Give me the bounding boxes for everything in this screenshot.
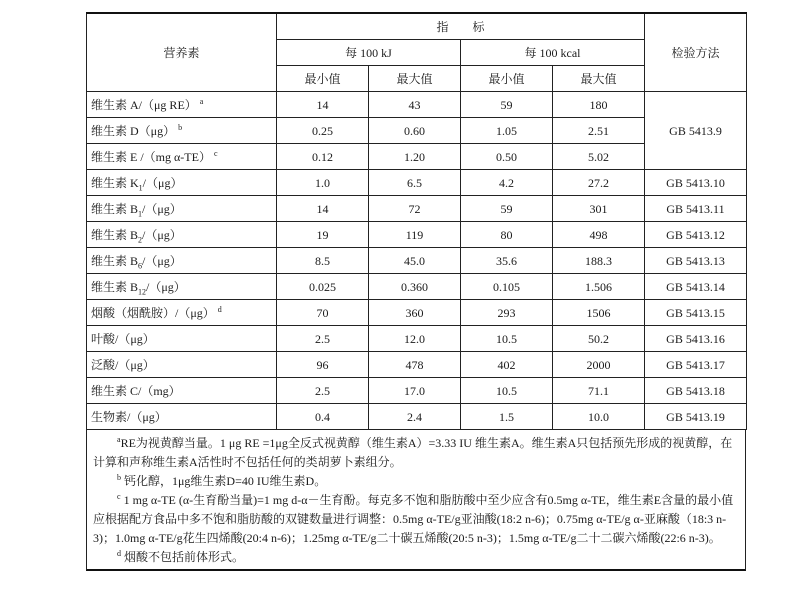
nutrient-name-cell bbox=[87, 222, 277, 248]
table-row bbox=[87, 352, 747, 378]
nutrient-name-cell bbox=[87, 404, 277, 430]
table-row bbox=[87, 248, 747, 274]
nutrient-unit: /（μg） bbox=[142, 175, 183, 190]
value-kj-max: 17.0 bbox=[369, 378, 461, 404]
value-kj-min: 70 bbox=[277, 300, 369, 326]
nutrient-name-cell bbox=[87, 274, 277, 300]
test-method: GB 5413.9 bbox=[645, 92, 747, 170]
value-kcal-min: 35.6 bbox=[461, 248, 553, 274]
nutrient-subscript: 12 bbox=[138, 286, 147, 296]
table-row bbox=[87, 326, 747, 352]
nutrient-name-cell bbox=[87, 300, 277, 326]
value-kcal-max: 1.506 bbox=[553, 274, 645, 300]
test-method: GB 5413.12 bbox=[645, 222, 747, 248]
value-kj-max: 1.20 bbox=[369, 144, 461, 170]
nutrient-name: 维生素 D（μg） bbox=[91, 123, 176, 138]
nutrient-unit: /（μg） bbox=[146, 279, 186, 294]
value-kcal-max: 498 bbox=[553, 222, 645, 248]
test-method: GB 5413.11 bbox=[645, 196, 747, 222]
nutrient-unit: /（μg） bbox=[142, 227, 182, 242]
footnotes bbox=[86, 430, 746, 571]
value-kcal-max: 50.2 bbox=[553, 326, 645, 352]
nutrient-name: 维生素 E /（mg α-TE） bbox=[91, 149, 211, 164]
value-kj-max: 43 bbox=[369, 92, 461, 118]
value-kcal-min: 10.5 bbox=[461, 378, 553, 404]
nutrient-name: 维生素 B bbox=[91, 201, 139, 216]
value-kj-max: 360 bbox=[369, 300, 461, 326]
nutrient-name: 叶酸/（μg） bbox=[91, 331, 155, 346]
header-indicator: 指 标 bbox=[277, 13, 645, 40]
nutrient-subscript: 1 bbox=[138, 208, 143, 218]
test-method: GB 5413.19 bbox=[645, 404, 747, 430]
nutrient-name-cell bbox=[87, 378, 277, 404]
test-method: GB 5413.10 bbox=[645, 170, 747, 196]
test-method: GB 5413.16 bbox=[645, 326, 747, 352]
value-kj-max: 0.60 bbox=[369, 118, 461, 144]
table-body bbox=[87, 92, 747, 430]
nutrient-name: 维生素 B bbox=[91, 253, 139, 268]
nutrient-unit: /（μg） bbox=[142, 201, 182, 216]
value-kcal-max: 301 bbox=[553, 196, 645, 222]
table-row bbox=[87, 300, 747, 326]
footnote-mark: c bbox=[213, 148, 218, 158]
footnote-a-text: RE为视黄醇当量。1 μg RE =1μg全反式视黄醇（维生素A）=3.33 IU 维生素A。维生素A只包括预先形成的视黄醇，在计算和声称维生素A活性时不包括任何的类胡萝卜素组分。 bbox=[93, 436, 733, 469]
value-kcal-min: 80 bbox=[461, 222, 553, 248]
header-method: 检验方法 bbox=[645, 13, 747, 92]
footnote-mark: d bbox=[217, 304, 222, 314]
footnote-d-mark: d bbox=[117, 549, 121, 558]
table-row bbox=[87, 196, 747, 222]
value-kj-max: 119 bbox=[369, 222, 461, 248]
nutrient-name-cell bbox=[87, 248, 277, 274]
value-kcal-max: 71.1 bbox=[553, 378, 645, 404]
table-row bbox=[87, 222, 747, 248]
value-kj-min: 8.5 bbox=[277, 248, 369, 274]
nutrient-name: 烟酸（烟酰胺）/（μg） bbox=[91, 305, 215, 320]
value-kj-max: 72 bbox=[369, 196, 461, 222]
nutrient-unit: /（μg） bbox=[142, 253, 182, 268]
value-kcal-min: 0.50 bbox=[461, 144, 553, 170]
nutrient-subscript: 6 bbox=[138, 260, 143, 270]
value-kj-min: 0.25 bbox=[277, 118, 369, 144]
value-kj-min: 1.0 bbox=[277, 170, 369, 196]
nutrient-subscript: 2 bbox=[138, 234, 143, 244]
test-method: GB 5413.13 bbox=[645, 248, 747, 274]
footnote-b-mark: b bbox=[117, 473, 121, 482]
value-kcal-min: 402 bbox=[461, 352, 553, 378]
table-row bbox=[87, 170, 747, 196]
header-kj-max: 最大值 bbox=[369, 66, 461, 92]
value-kj-max: 478 bbox=[369, 352, 461, 378]
value-kcal-max: 5.02 bbox=[553, 144, 645, 170]
vitamin-table-document bbox=[86, 12, 746, 571]
footnote-mark: b bbox=[178, 122, 183, 132]
vitamin-requirements-table bbox=[86, 12, 747, 430]
nutrient-name-cell bbox=[87, 170, 277, 196]
nutrient-name: 生物素/（μg） bbox=[91, 409, 167, 424]
nutrient-name-cell bbox=[87, 196, 277, 222]
value-kcal-min: 1.05 bbox=[461, 118, 553, 144]
header-nutrient: 营养素 bbox=[87, 13, 277, 92]
nutrient-name-cell bbox=[87, 92, 277, 118]
value-kj-min: 14 bbox=[277, 196, 369, 222]
footnote-b bbox=[93, 472, 739, 491]
value-kcal-max: 188.3 bbox=[553, 248, 645, 274]
value-kcal-max: 2.51 bbox=[553, 118, 645, 144]
value-kcal-min: 4.2 bbox=[461, 170, 553, 196]
value-kj-max: 6.5 bbox=[369, 170, 461, 196]
footnote-d-text: 烟酸不包括前体形式。 bbox=[124, 550, 245, 564]
nutrient-name-cell bbox=[87, 326, 277, 352]
footnote-a bbox=[93, 434, 739, 472]
nutrient-name: 泛酸/（μg） bbox=[91, 357, 155, 372]
value-kcal-min: 59 bbox=[461, 196, 553, 222]
footnote-c bbox=[93, 491, 739, 548]
nutrient-name: 维生素 K bbox=[91, 175, 139, 190]
value-kj-min: 0.12 bbox=[277, 144, 369, 170]
test-method: GB 5413.15 bbox=[645, 300, 747, 326]
value-kj-min: 0.4 bbox=[277, 404, 369, 430]
value-kj-min: 0.025 bbox=[277, 274, 369, 300]
value-kj-min: 14 bbox=[277, 92, 369, 118]
header-kcal-max: 最大值 bbox=[553, 66, 645, 92]
value-kj-min: 19 bbox=[277, 222, 369, 248]
table-row bbox=[87, 404, 747, 430]
header-per-100kcal: 每 100 kcal bbox=[461, 40, 645, 66]
footnote-a-mark: a bbox=[117, 435, 121, 444]
footnote-c-mark: c bbox=[117, 492, 121, 501]
value-kj-max: 12.0 bbox=[369, 326, 461, 352]
footnote-c-text: 1 mg α-TE (α-生育酚当量)=1 mg d-α－生育酚。每克多不饱和脂肪酸中至少应含有0.5mg α-TE，维生素E含量的最小值应根据配方食品中多不饱和脂肪酸的双键数量进行调整：0.5mg α-TE/g亚油酸(18:2 n-6)；0.75mg α-TE/g α-亚麻酸（18:3 n-3)；1.0mg α-TE/g花生四烯酸(20:4 n-6)；1.25mg α-TE/g二十碳五烯酸(20:5 n-3)；1.5mg α-TE/g二十二碳六烯酸(22:6 n-3)。 bbox=[93, 493, 734, 545]
header-per-100kj: 每 100 kJ bbox=[277, 40, 461, 66]
value-kj-min: 96 bbox=[277, 352, 369, 378]
nutrient-name-cell bbox=[87, 144, 277, 170]
value-kcal-max: 2000 bbox=[553, 352, 645, 378]
table-row bbox=[87, 378, 747, 404]
value-kcal-min: 293 bbox=[461, 300, 553, 326]
value-kj-min: 2.5 bbox=[277, 326, 369, 352]
footnote-b-text: 钙化醇，1μg维生素D=40 IU维生素D。 bbox=[124, 474, 327, 488]
value-kj-max: 0.360 bbox=[369, 274, 461, 300]
test-method: GB 5413.18 bbox=[645, 378, 747, 404]
test-method: GB 5413.14 bbox=[645, 274, 747, 300]
table-row bbox=[87, 274, 747, 300]
value-kcal-max: 27.2 bbox=[553, 170, 645, 196]
nutrient-name: 维生素 A/（μg RE） bbox=[91, 97, 197, 112]
value-kcal-max: 1506 bbox=[553, 300, 645, 326]
nutrient-name: 维生素 B bbox=[91, 227, 139, 242]
value-kcal-min: 59 bbox=[461, 92, 553, 118]
nutrient-name: 维生素 B bbox=[91, 279, 139, 294]
value-kj-max: 2.4 bbox=[369, 404, 461, 430]
value-kcal-min: 0.105 bbox=[461, 274, 553, 300]
value-kj-min: 2.5 bbox=[277, 378, 369, 404]
footnote-d bbox=[93, 548, 739, 567]
value-kj-max: 45.0 bbox=[369, 248, 461, 274]
value-kcal-max: 180 bbox=[553, 92, 645, 118]
header-kcal-min: 最小值 bbox=[461, 66, 553, 92]
nutrient-name: 维生素 C/（mg） bbox=[91, 383, 181, 398]
footnote-mark: a bbox=[199, 96, 204, 106]
value-kcal-min: 1.5 bbox=[461, 404, 553, 430]
value-kcal-min: 10.5 bbox=[461, 326, 553, 352]
header-kj-min: 最小值 bbox=[277, 66, 369, 92]
nutrient-name-cell bbox=[87, 352, 277, 378]
value-kcal-max: 10.0 bbox=[553, 404, 645, 430]
nutrient-subscript: 1 bbox=[138, 182, 143, 192]
table-row bbox=[87, 92, 747, 118]
nutrient-name-cell bbox=[87, 118, 277, 144]
test-method: GB 5413.17 bbox=[645, 352, 747, 378]
